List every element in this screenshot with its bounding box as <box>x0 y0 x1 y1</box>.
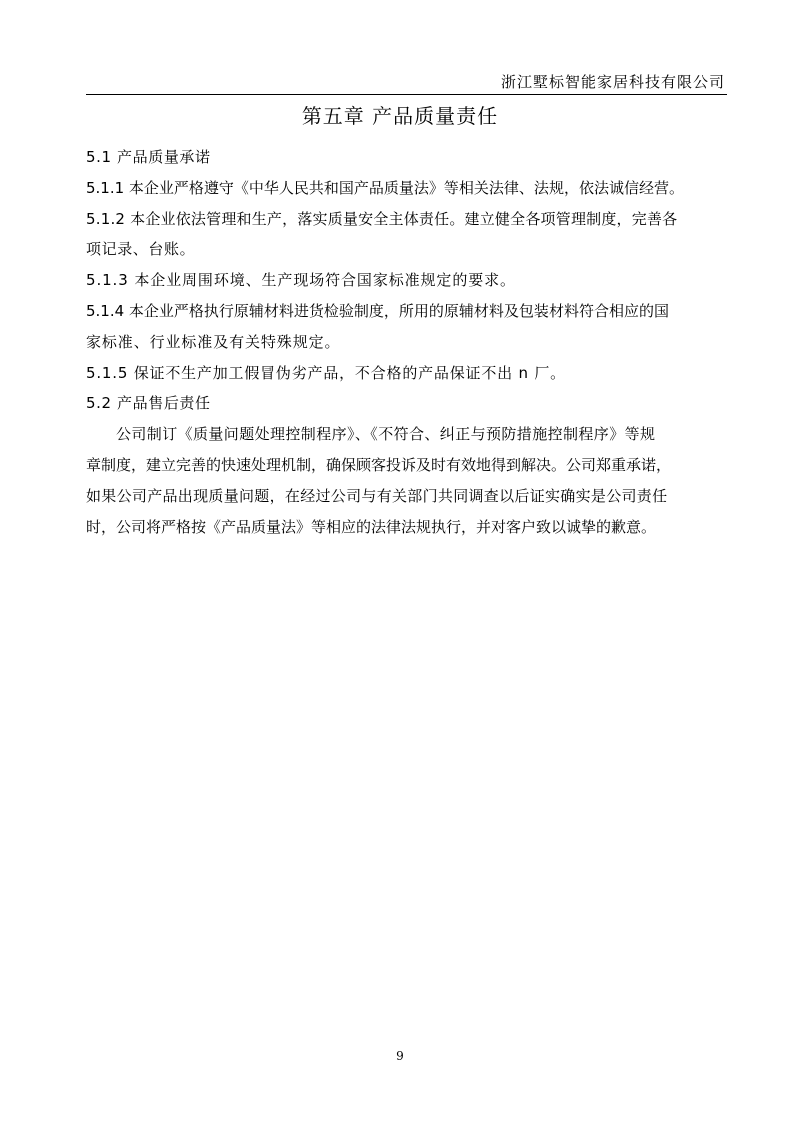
section-5-1-heading: 5.1 产品质量承诺 <box>86 148 211 166</box>
page-number: 9 <box>396 1049 404 1063</box>
paragraph-line: 如果公司产品出现质量问题，在经过公司与有关部门共同调查以后证实确实是公司责任 <box>86 486 668 505</box>
clause-5-1-1: 5.1.1 本企业严格遵守《中华人民共和国产品质量法》等相关法律、法规，依法诚信经营。 <box>86 178 684 197</box>
clause-5-1-5: 5.1.5 保证不生产加工假冒伪劣产品，不合格的产品保证不出 n 厂。 <box>86 363 566 382</box>
clause-5-1-4-line-1: 5.1.4 本企业严格执行原辅材料进货检验制度，所用的原辅材料及包装材料符合相应的国 <box>86 301 669 320</box>
clause-5-1-4-line-2: 家标准、行业标准及有关特殊规定。 <box>86 332 341 351</box>
header-divider <box>86 94 727 95</box>
paragraph-line: 公司制订《质量问题处理控制程序》、《不符合、纠正与预防措施控制程序》等规 <box>116 425 656 444</box>
section-5-2-heading: 5.2 产品售后责任 <box>86 394 211 413</box>
clause-5-1-3: 5.1.3 本企业周围环境、生产现场符合国家标准规定的要求。 <box>86 271 516 290</box>
document-body <box>86 142 736 542</box>
clause-5-1-2-line-2: 项记录、台账。 <box>86 240 196 259</box>
paragraph-line: 章制度，建立完善的快速处理机制，确保顾客投诉及时有效地得到解决。公司郑重承诺， <box>86 455 672 474</box>
clause-5-1-2-line-1: 5.1.2 本企业依法管理和生产，落实质量安全主体责任。建立健全各项管理制度，完善各 <box>86 209 678 228</box>
chapter-title: 第五章 产品质量责任 <box>301 104 499 128</box>
section-5-2-paragraph <box>86 419 736 542</box>
paragraph-line: 时，公司将严格按《产品质量法》等相应的法律法规执行，并对客户致以诚挚的歉意。 <box>86 517 657 536</box>
header-company-name: 浙江墅标智能家居科技有限公司 <box>500 73 725 91</box>
